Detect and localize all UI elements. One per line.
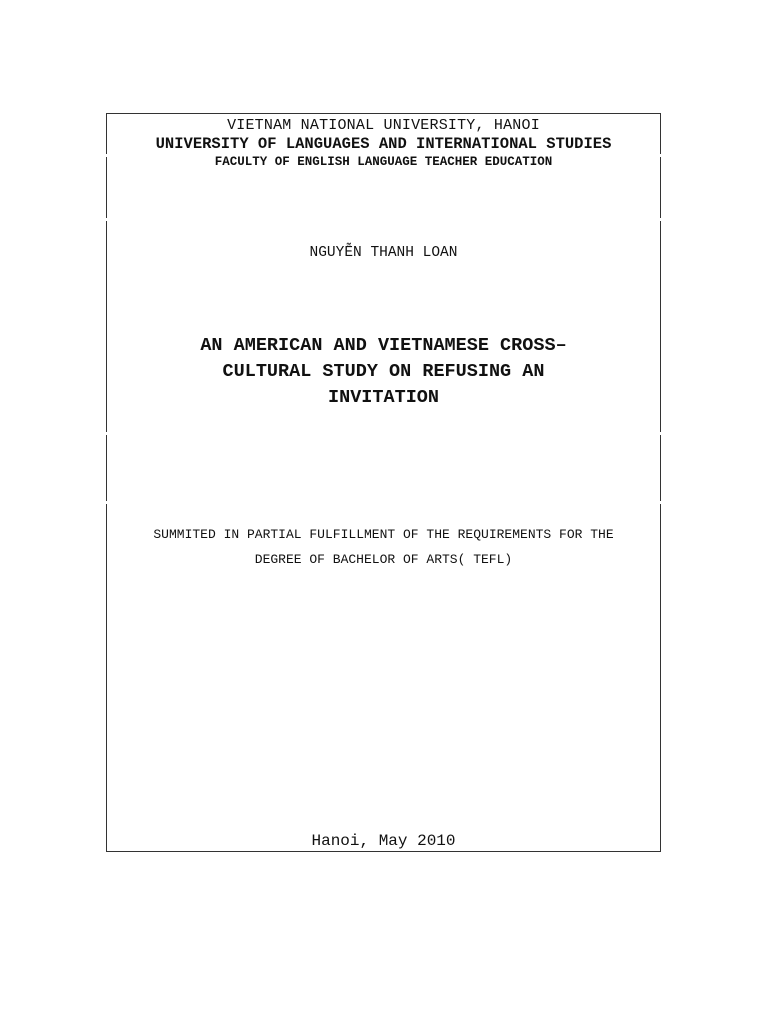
faculty-name: FACULTY OF ENGLISH LANGUAGE TEACHER EDUCATION (214, 155, 553, 169)
thesis-title-line: AN AMERICAN AND VIETNAMESE CROSS– (200, 335, 567, 356)
submission-line: SUMMITED IN PARTIAL FULFILLMENT OF THE REQUIREMENTS FOR THE (153, 527, 614, 542)
national-university-name: VIETNAM NATIONAL UNIVERSITY, HANOI (227, 117, 540, 134)
border-gap (659, 218, 662, 221)
place-and-date: Hanoi, May 2010 (311, 832, 456, 850)
border-gap (105, 501, 108, 504)
border-gap (659, 501, 662, 504)
title-page-frame (106, 113, 661, 852)
border-gap (659, 432, 662, 435)
border-gap (105, 218, 108, 221)
thesis-title (137, 333, 630, 411)
author-name: NGUYỄN THANH LOAN (309, 245, 458, 261)
submission-statement (113, 522, 654, 572)
thesis-title-line: CULTURAL STUDY ON REFUSING AN (222, 361, 545, 382)
thesis-title-line: INVITATION (327, 387, 440, 408)
submission-line: DEGREE OF BACHELOR OF ARTS( TEFL) (254, 552, 513, 567)
border-gap (105, 432, 108, 435)
university-name: UNIVERSITY OF LANGUAGES AND INTERNATIONAL STUDIES (155, 135, 612, 153)
